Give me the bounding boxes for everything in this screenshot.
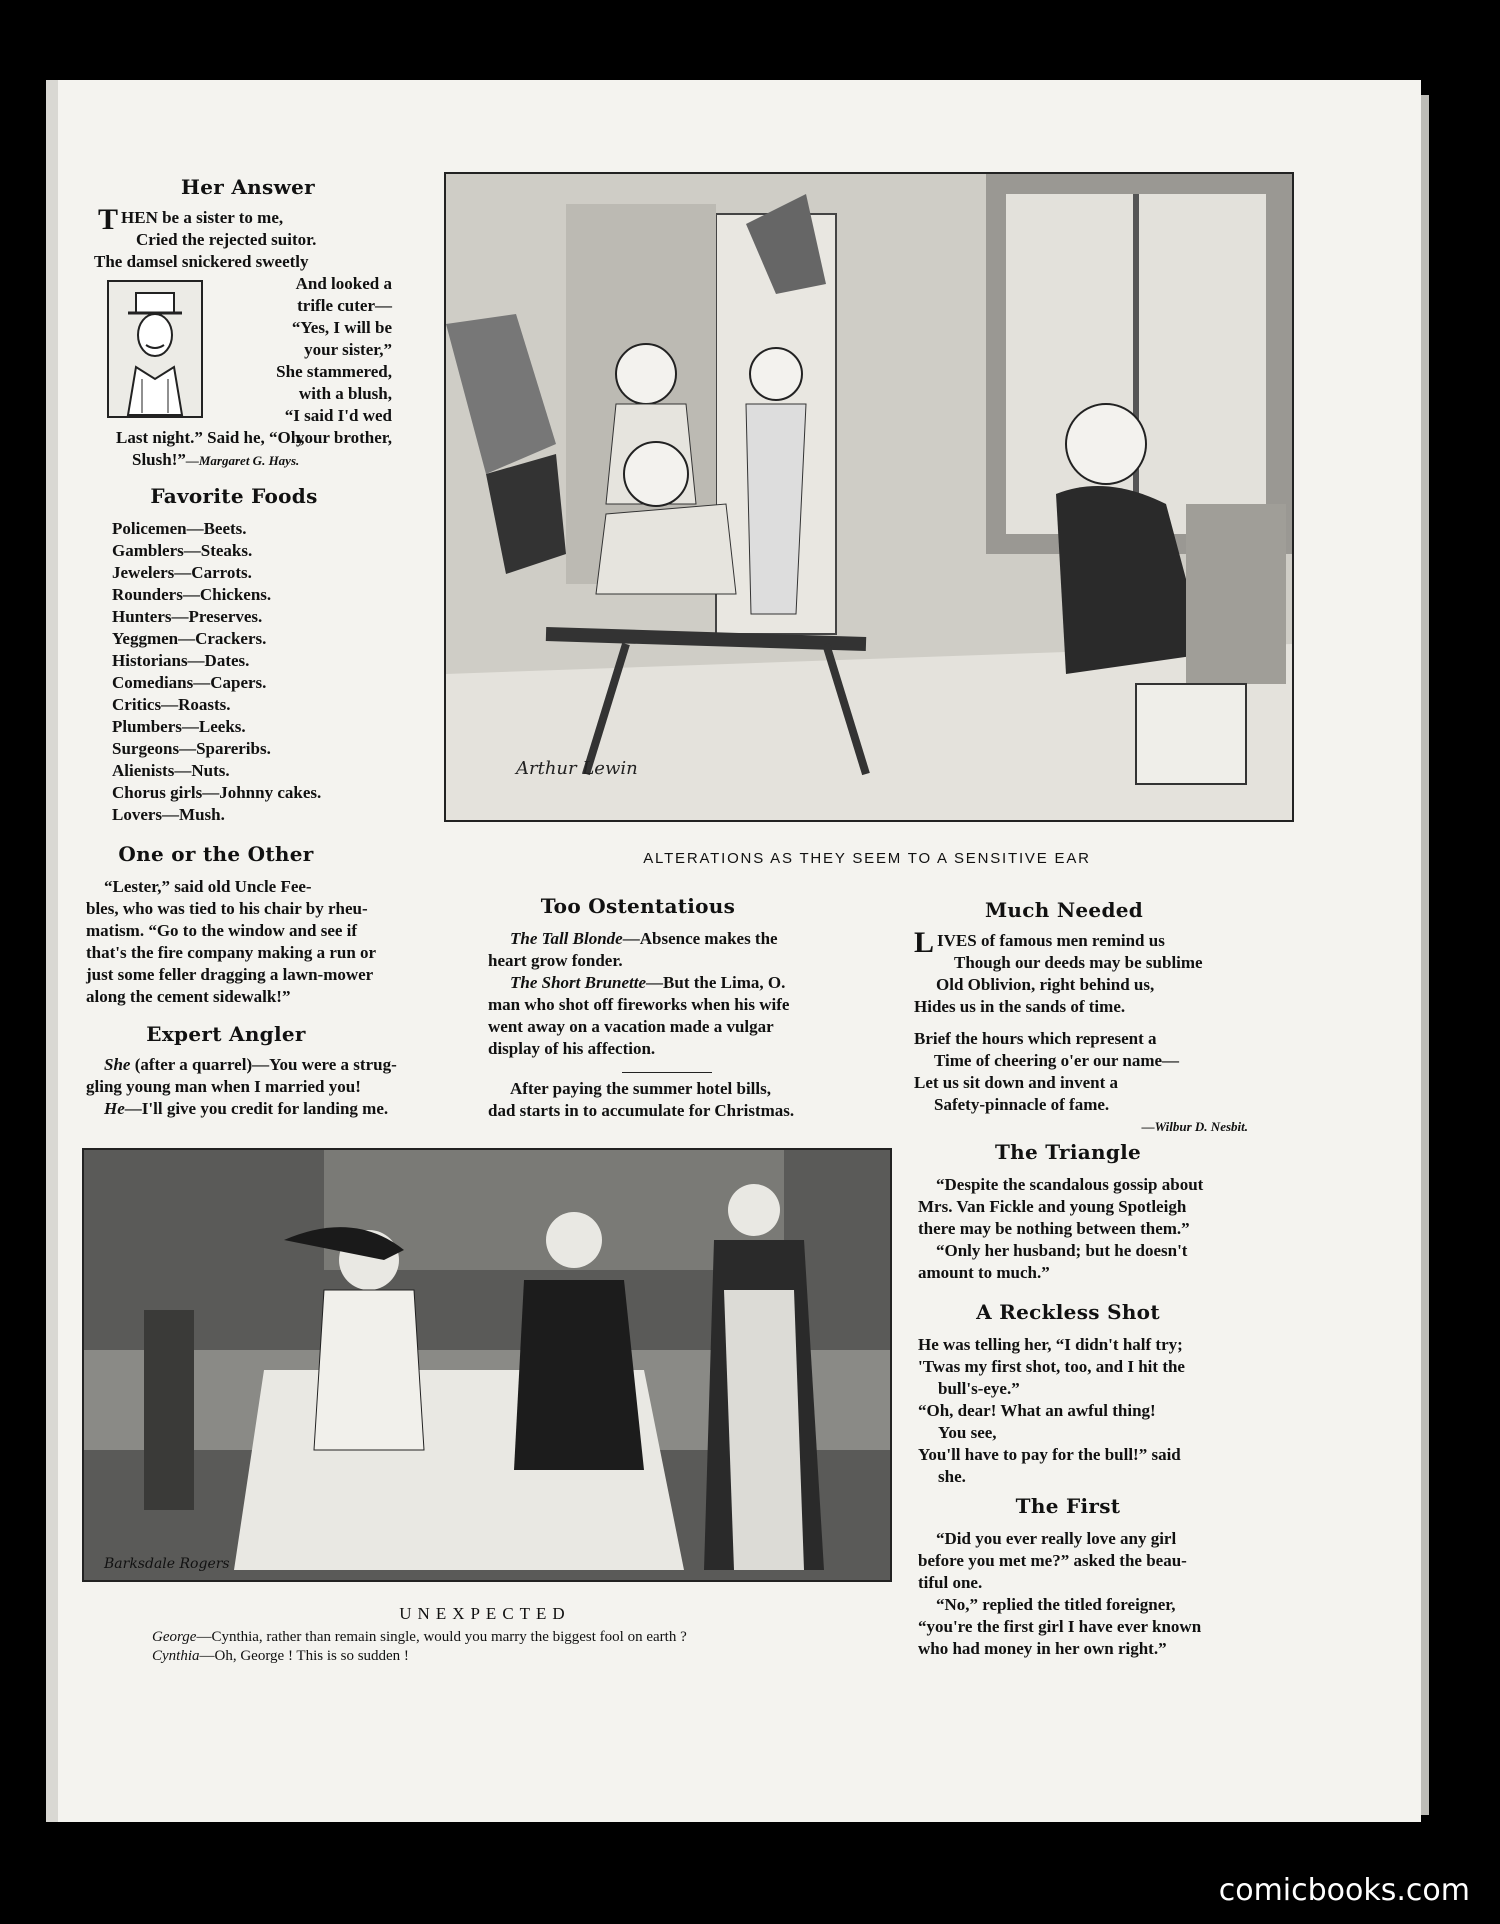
her-answer-line: “I said I'd wed xyxy=(284,406,392,425)
one-or-other-line: “Lester,” said old Uncle Fee- xyxy=(104,877,312,896)
the-first-line: tiful one. xyxy=(918,1573,983,1592)
food-item: Gamblers—Steaks. xyxy=(112,541,253,560)
her-answer-line: your brother, xyxy=(295,428,392,447)
the-first-section xyxy=(918,1494,1278,1660)
much-needed-line: Safety-pinnacle of fame. xyxy=(934,1095,1110,1114)
her-answer-line: Cried the rejected suitor. xyxy=(136,230,317,249)
triangle-section xyxy=(918,1140,1278,1284)
watermark: comicbooks.com xyxy=(1218,1873,1470,1908)
reckless-shot-line: You see, xyxy=(938,1423,997,1442)
her-answer-line: trifle cuter— xyxy=(297,296,392,315)
much-needed-author: —Wilbur D. Nesbit. xyxy=(1141,1119,1248,1134)
much-needed-line: Brief the hours which represent a xyxy=(914,1029,1157,1048)
unexpected-caption: UNEXPECTED xyxy=(399,1604,571,1623)
expert-angler-line: —I'll give you credit for landing me. xyxy=(124,1099,389,1118)
her-answer-line: your sister,” xyxy=(304,340,392,359)
dialogue-speaker: George xyxy=(152,1629,197,1645)
one-or-other-section xyxy=(86,842,466,1008)
one-or-other-body xyxy=(86,876,466,1008)
dialogue-speaker: Cynthia xyxy=(152,1648,200,1664)
one-or-other-line: along the cement sidewalk!” xyxy=(86,987,291,1006)
alterations-caption: ALTERATIONS AS THEY SEEM TO A SENSITIVE EAR xyxy=(643,850,1091,867)
expert-angler-line: (after a quarrel)—You were a strug- xyxy=(130,1055,397,1074)
the-first-line: who had money in her own right.” xyxy=(918,1639,1167,1658)
one-or-other-line: that's the fire company making a run or xyxy=(86,943,377,962)
food-item: Policemen—Beets. xyxy=(112,519,247,538)
food-item: Plumbers—Leeks. xyxy=(112,717,246,736)
the-first-line: before you met me?” asked the beau- xyxy=(918,1551,1187,1570)
too-ostentatious-title: Too Ostentatious xyxy=(540,894,736,918)
section-divider xyxy=(622,1072,712,1073)
her-answer-line: She stammered, xyxy=(276,362,392,381)
alterations-signature: Arthur Lewin xyxy=(516,758,638,779)
expert-angler-line: gling young man when I married you! xyxy=(86,1077,361,1096)
food-item: Yeggmen—Crackers. xyxy=(112,629,267,648)
much-needed-line: Hides us in the sands of time. xyxy=(914,997,1126,1016)
triangle-body xyxy=(918,1174,1278,1284)
much-needed-dropcap: L xyxy=(914,926,935,959)
expert-angler-section xyxy=(86,1022,466,1120)
unexpected-signature: Barksdale Rogers xyxy=(104,1556,230,1572)
too-ostentatious-line: —Absence makes the xyxy=(622,929,778,948)
expert-angler-speaker: She xyxy=(104,1055,131,1074)
favorite-foods-title: Favorite Foods xyxy=(150,484,318,508)
the-first-line: “Did you ever really love any girl xyxy=(936,1529,1177,1548)
much-needed-line: Old Oblivion, right behind us, xyxy=(936,975,1155,994)
food-item: Comedians—Capers. xyxy=(112,673,267,692)
triangle-line: there may be nothing between them.” xyxy=(918,1219,1190,1238)
her-answer-line: with a blush, xyxy=(298,384,392,403)
expert-angler-title: Expert Angler xyxy=(146,1022,306,1046)
her-answer-author: —Margaret G. Hays. xyxy=(185,453,300,468)
her-answer-line: The damsel snickered sweetly xyxy=(94,252,309,271)
reckless-shot-line: bull's-eye.” xyxy=(938,1379,1020,1398)
triangle-title: The Triangle xyxy=(994,1140,1142,1164)
too-ostentatious-line: —But the Lima, O. xyxy=(646,973,786,992)
triangle-line: Mrs. Van Fickle and young Spotleigh xyxy=(918,1197,1187,1216)
much-needed-line: IVES of famous men remind us xyxy=(937,931,1165,950)
food-item: Hunters—Preserves. xyxy=(112,607,263,626)
page-spine xyxy=(46,80,58,1822)
after-line: After paying the summer hotel bills, xyxy=(510,1079,771,1098)
her-answer-section xyxy=(94,175,398,471)
her-answer-line: Slush!” xyxy=(132,450,186,469)
the-first-title: The First xyxy=(1015,1494,1121,1518)
too-ostentatious-line: heart grow fonder. xyxy=(488,951,623,970)
triangle-line: “Only her husband; but he doesn't xyxy=(936,1241,1188,1260)
too-ostentatious-section xyxy=(488,894,868,1122)
one-or-other-title: One or the Other xyxy=(118,842,314,866)
too-ostentatious-speaker: The Short Brunette xyxy=(510,973,647,992)
after-line: dad starts in to accumulate for Christmas. xyxy=(488,1101,795,1120)
too-ostentatious-line: went away on a vacation made a vulgar xyxy=(488,1017,774,1036)
reckless-shot-body xyxy=(918,1334,1278,1488)
too-ostentatious-line: display of his affection. xyxy=(488,1039,656,1058)
the-first-body xyxy=(918,1528,1278,1660)
her-answer-title: Her Answer xyxy=(181,175,315,199)
reckless-shot-line: 'Twas my first shot, too, and I hit the xyxy=(918,1357,1185,1376)
suitor-illustration xyxy=(106,279,204,419)
reckless-shot-title: A Reckless Shot xyxy=(976,1300,1160,1324)
food-item: Jewelers—Carrots. xyxy=(112,563,252,582)
too-ostentatious-speaker: The Tall Blonde xyxy=(510,929,623,948)
food-item: Chorus girls—Johnny cakes. xyxy=(112,783,322,802)
one-or-other-line: just some feller dragging a lawn-mower xyxy=(86,965,374,984)
much-needed-line: Though our deeds may be sublime xyxy=(954,953,1203,972)
much-needed-line: Let us sit down and invent a xyxy=(914,1073,1119,1092)
the-first-line: “you're the first girl I have ever known xyxy=(918,1617,1202,1636)
her-answer-line: And looked a xyxy=(295,274,392,293)
reckless-shot-line: He was telling her, “I didn't half try; xyxy=(918,1335,1183,1354)
food-item: Alienists—Nuts. xyxy=(112,761,230,780)
dialogue-line: —Oh, George ! This is so sudden ! xyxy=(199,1648,409,1664)
much-needed-section xyxy=(914,898,1294,1138)
triangle-line: “Despite the scandalous gossip about xyxy=(936,1175,1204,1194)
food-item: Critics—Roasts. xyxy=(112,695,231,714)
favorite-foods-list xyxy=(112,518,412,826)
one-or-other-line: matism. “Go to the window and see if xyxy=(86,921,358,940)
food-item: Historians—Dates. xyxy=(112,651,250,670)
much-needed-title: Much Needed xyxy=(984,898,1144,922)
unexpected-cartoon xyxy=(82,1148,892,1582)
page-edge xyxy=(1421,95,1429,1815)
food-item: Rounders—Chickens. xyxy=(112,585,272,604)
her-answer-dropcap: T xyxy=(98,203,119,236)
one-or-other-line: bles, who was tied to his chair by rheu- xyxy=(86,899,368,918)
triangle-line: amount to much.” xyxy=(918,1263,1050,1282)
unexpected-dialogue xyxy=(152,1628,892,1666)
food-item: Lovers—Mush. xyxy=(112,805,225,824)
favorite-foods-section xyxy=(112,484,412,826)
reckless-shot-line: You'll have to pay for the bull!” said xyxy=(918,1445,1181,1464)
reckless-shot-line: “Oh, dear! What an awful thing! xyxy=(918,1401,1156,1420)
her-answer-line: “Yes, I will be xyxy=(291,318,392,337)
reckless-shot-section xyxy=(918,1300,1278,1488)
dialogue-line: —Cynthia, rather than remain single, would you marry the biggest fool on earth ? xyxy=(196,1629,687,1645)
too-ostentatious-line: man who shot off fireworks when his wife xyxy=(488,995,790,1014)
reckless-shot-line: she. xyxy=(938,1467,966,1486)
food-item: Surgeons—Spareribs. xyxy=(112,739,271,758)
much-needed-line: Time of cheering o'er our name— xyxy=(934,1051,1180,1070)
her-answer-line: Last night.” Said he, “Oh, xyxy=(116,428,305,447)
the-first-line: “No,” replied the titled foreigner, xyxy=(936,1595,1176,1614)
expert-angler-speaker: He xyxy=(104,1099,125,1118)
her-answer-line: HEN be a sister to me, xyxy=(121,208,284,227)
alterations-cartoon xyxy=(444,172,1294,822)
